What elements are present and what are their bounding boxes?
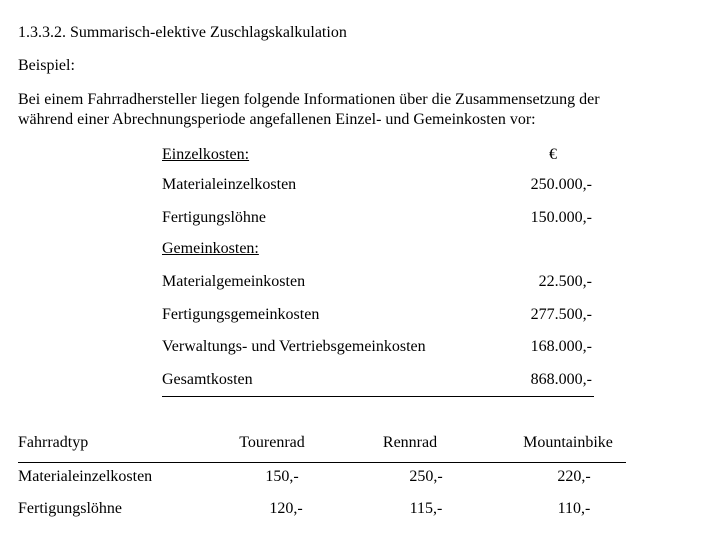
bike-header-divider — [18, 462, 626, 463]
cost-row-value: 22.500,- — [538, 273, 592, 290]
bike-row-value: 115,- — [409, 500, 443, 517]
total-label: Gesamtkosten — [162, 371, 253, 388]
cost-row-label: Verwaltungs- und Vertriebsgemeinkosten — [162, 338, 426, 355]
bike-row-value: 150,- — [265, 468, 299, 485]
bike-row-label: Materialeinzelkosten — [18, 468, 153, 485]
cost-row-label: Materialeinzelkosten — [162, 176, 297, 193]
bike-row-value: 110,- — [557, 500, 591, 517]
einzelkosten-header: Einzelkosten: — [162, 146, 250, 163]
cost-row-value: 250.000,- — [530, 176, 592, 193]
currency-header: € — [549, 146, 557, 163]
intro-line-2: während einer Abrechnungsperiode angefallenen Einzel- und Gemeinkosten vor: — [18, 111, 536, 128]
cost-row-label: Fertigungsgemeinkosten — [162, 306, 320, 323]
bike-row-value: 120,- — [269, 500, 303, 517]
bike-row-value: 250,- — [409, 468, 443, 485]
cost-row-value: 150.000,- — [530, 209, 592, 226]
total-divider — [162, 396, 594, 397]
section-heading: 1.3.3.2. Summarisch-elektive Zuschlagskalkulation — [18, 24, 347, 41]
cost-row-label: Materialgemeinkosten — [162, 273, 306, 290]
bike-row-value: 220,- — [557, 468, 591, 485]
cost-row-label: Fertigungslöhne — [162, 209, 266, 226]
intro-line-1: Bei einem Fahrradhersteller liegen folgende Informationen über die Zusammensetzung der — [18, 91, 600, 108]
gemeinkosten-header: Gemeinkosten: — [162, 240, 259, 257]
bike-row-label: Fertigungslöhne — [18, 500, 122, 517]
example-label: Beispiel: — [18, 57, 75, 74]
cost-row-value: 277.500,- — [530, 306, 592, 323]
total-value: 868.000,- — [530, 371, 592, 388]
bike-header-tourenrad: Tourenrad — [239, 434, 305, 451]
cost-row-value: 168.000,- — [530, 338, 592, 355]
bike-header-type: Fahrradtyp — [18, 434, 89, 451]
bike-header-rennrad: Rennrad — [382, 434, 438, 451]
bike-header-mountainbike: Mountainbike — [523, 434, 613, 451]
